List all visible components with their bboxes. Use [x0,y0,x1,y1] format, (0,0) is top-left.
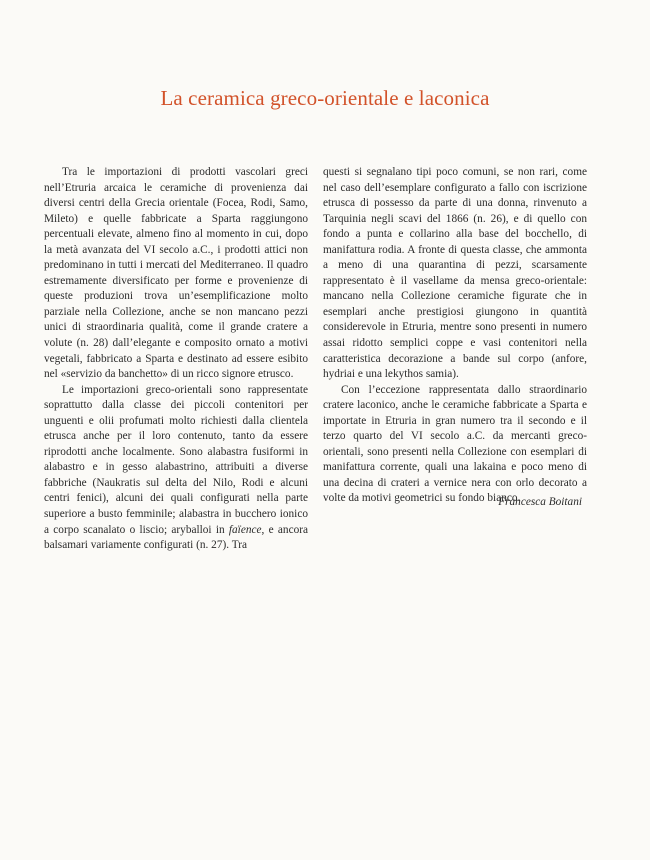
paragraph-continuation: questi si segnalano tipi poco comuni, se non rari, come nel caso dell’esemplare configurato a fallo con iscrizione etrusca di possesso da parte di una donna, rinvenuto a Tarquinia negli scavi del 1866 (n. 26), e di quello con fondo a punta e collarino alla base del bocchello, di manifattura rodia. A fronte di questa classe, che ammonta a meno di una quarantina di pezzi, scarsamente rappresentato è il vasellame da mensa greco-orientale: mancano nella Collezione ceramiche figurate che in esemplari anche prestigiosi giungono in quantità considerevole in Etruria, mentre sono presenti in numero assai ridotto semplici coppe e vasi contenitori nella caratteristica decorazione a bande sul corpo (anfore, hydriai e una lekythos samia). [323,166,587,381]
author-signature: Francesca Boitani [498,496,582,508]
paragraph-greco-orientali [44,383,308,554]
page-title: La ceramica greco-orientale e laconica [160,86,490,110]
paragraph-laconica: Con l’eccezione rappresentata dallo straordinario cratere laconico, anche le ceramiche fabbricate a Sparta e importate in Etruria in gran numero tra il secondo e il terzo quarto del VI secolo a.C. da mercanti greco-orientali, sono presenti nella Collezione con esemplari di manifattura corrente, quali una lakaina e poco meno di una decina di crateri a vernice nera con orlo decorato a volte da motivi geometrici su fondo bianco. [323,383,587,505]
left-column [44,165,308,554]
right-column [323,165,587,507]
paragraph-intro: Tra le importazioni di prodotti vascolari greci nell’Etruria arcaica le ceramiche di provenienza dai diversi centri della Grecia orientale (Focea, Rodi, Samo, Mileto) e quelle fabbricate a Sparta raggiungono percentuali elevate, almeno fino al momento in cui, dopo la metà avanzata del VI secolo a.C., i prodotti attici non predominano in tutti i mercati del Mediterraneo. Il quadro estremamente diversificato per forme e provenienze di queste produzioni trova un’esemplificazione molto parziale nella Collezione, anche se non mancano pezzi unici di straordinaria qualità, come il grande cratere a volute (n. 28) dall’elegante e composito ornato a motivi vegetali, fabbricato a Sparta e destinato ad essere esibito nel «servizio da banchetto» di un ricco signore etrusco. [44,166,308,381]
paragraph-text: Le importazioni greco-orientali sono rappresentate soprattutto dalla classe dei piccoli contenitori per unguenti e olii profumati molto richiesti dalla clientela etrusca anche per il loro contenuto, tanto da essere riprodotti anche localmente. Sono alabastra fusiformi in alabastro e in gesso alabastrino, attribuiti a diverse fabbriche (Naukratis sul delta del Nilo, Rodi e alcuni centri fenici), alcuni dei quali configurati nella parte superiore a busto femminile; alabastra in bucchero ionico a corpo scanalato o liscio; aryballoi in [44,383,308,536]
paragraph-text-end: , e ancora balsamari variamente configurati (n. 27). Tra [44,523,309,552]
italic-term: faïence [228,523,262,536]
